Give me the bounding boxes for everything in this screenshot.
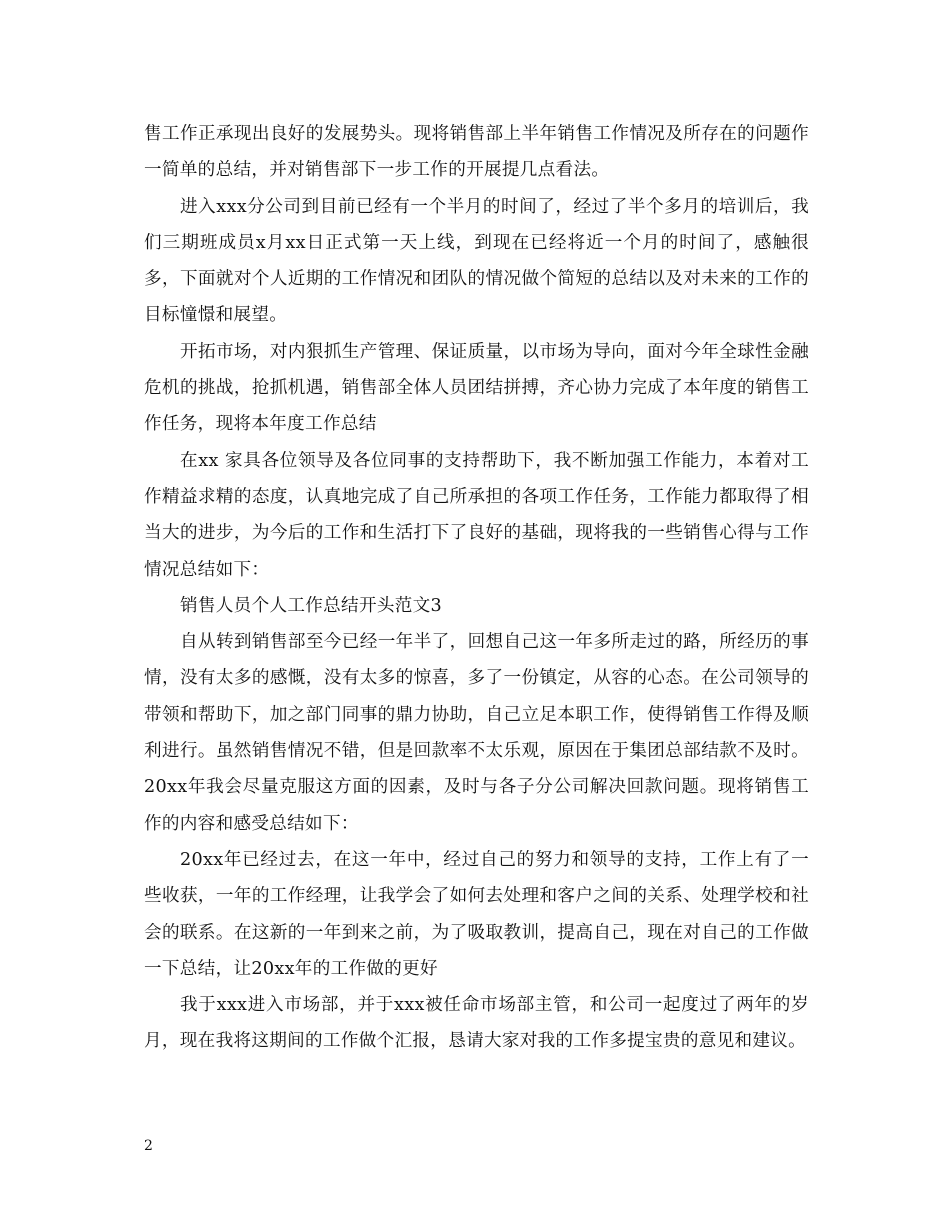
document-body	[144, 116, 809, 1060]
paragraph-7: 我于xxx进入市场部，并于xxx被任命市场部主管，和公司一起度过了两年的岁月，现在我将这期间的工作做个汇报，恳请大家对我的工作多提宝贵的意见和建议。	[144, 995, 809, 1052]
paragraph-2: 进入xxx分公司到目前已经有一个半月的时间了，经过了半个多月的培训后，我们三期班成员x月xx日正式第一天上线，到现在已经将近一个月的时间了，感触很多，下面就对个人近期的工作情况和团队的情况做个简短的总结以及对未来的工作的目标憧憬和展望。	[144, 196, 809, 326]
section-heading: 销售人员个人工作总结开头范文3	[180, 595, 443, 616]
paragraph-1: 售工作正承现出良好的发展势头。现将销售部上半年销售工作情况及所存在的问题作一简单的总结，并对销售部下一步工作的开展提几点看法。	[144, 124, 809, 181]
paragraph-3: 开拓市场，对内狠抓生产管理、保证质量，以市场为导向，面对今年全球性金融危机的挑战，抢抓机遇，销售部全体人员团结拼搏，齐心协力完成了本年度的销售工作任务，现将本年度工作总结	[144, 341, 809, 435]
paragraph-6: 20xx年已经过去，在这一年中，经过自己的努力和领导的支持，工作上有了一些收获，一年的工作经理，让我学会了如何去处理和客户之间的关系、处理学校和社会的联系。在这新的一年到来之前，为了吸取教训，提高自己，现在对自己的工作做一下总结，让20xx年的工作做的更好	[144, 849, 809, 979]
paragraph-4: 在xx 家具各位领导及各位同事的支持帮助下，我不断加强工作能力，本着对工作精益求精的态度，认真地完成了自己所承担的各项工作任务，工作能力都取得了相当大的进步，为今后的工作和生活打下了良好的基础，现将我的一些销售心得与工作情况总结如下：	[144, 450, 809, 580]
paragraph-5: 自从转到销售部至今已经一年半了，回想自己这一年多所走过的路，所经历的事情，没有太多的感慨，没有太多的惊喜，多了一份镇定，从容的心态。在公司领导的带领和帮助下，加之部门同事的鼎力协助，自己立足本职工作，使得销售工作得及顺利进行。虽然销售情况不错，但是回款率不太乐观，原因在于集团总部结款不及时。20xx年我会尽量克服这方面的因素，及时与各子分公司解决回款问题。现将销售工作的内容和感受总结如下：	[144, 632, 809, 834]
page-number: 2	[144, 1138, 153, 1154]
